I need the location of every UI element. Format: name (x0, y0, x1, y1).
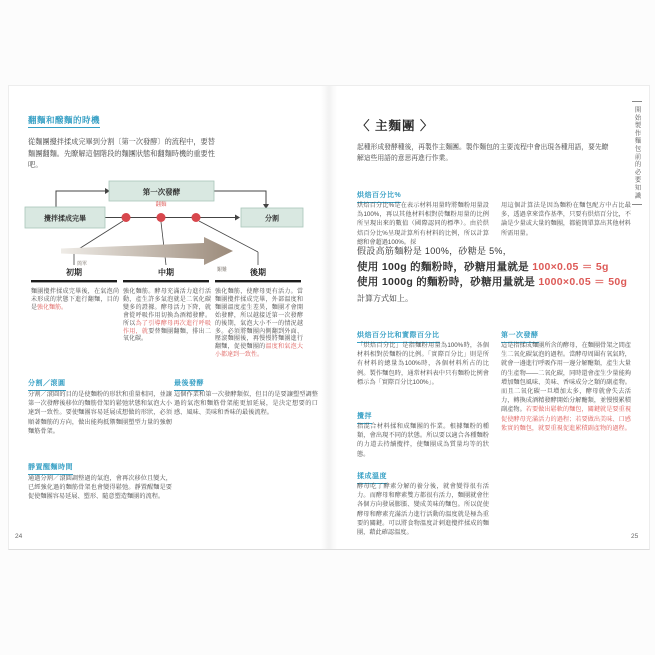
timeline-arrowhead-icon (235, 215, 240, 221)
heading-final-proof: 最後發酵 (174, 380, 204, 391)
book-spread (8, 85, 650, 550)
heading-dough-temperature: 揉成溫度 (357, 473, 387, 484)
page-gutter (321, 86, 337, 549)
chapter-side-tab: 開始製作麵包前的必要知識 (632, 101, 642, 205)
page-left (9, 86, 329, 549)
heading-bench-rest: 靜置醒麵時間 (28, 464, 73, 475)
baker-percent-col2: 用這個計算法是因為麵粉在麵包配方中占比最多，透過拿來當作基準，只要有烘焙百分比，不論是少量或大量的麵團，都能簡單算出其他材料所需用量。 (501, 202, 631, 237)
arrow-label-hard: 艱難 (217, 267, 228, 273)
stage-text-mid-highlight: 為了引導酵母再次進行呼吸作用，就 (123, 320, 211, 335)
stage-bar-mid (123, 280, 209, 282)
stage-text-early (31, 289, 119, 313)
example-formula-1000g: 1000×0.05 ＝ 50g (538, 276, 628, 288)
heading-baker-vs-actual: 烘焙百分比和實際百分比 (357, 332, 440, 343)
dot-fold-3 (192, 213, 201, 222)
box-first-fermentation-label: 第一次發酵 (142, 187, 181, 197)
box-divide-label: 分割 (265, 215, 279, 223)
stage-text-mid (123, 289, 211, 344)
page-number-left: 24 (15, 533, 23, 540)
stage-bar-late (215, 280, 301, 282)
stage-text-late-body: 強化麵筋，使酵母更有活力。當麵團攪拌揉成完畢，外部溫度和麵團溫度產生差異，麵團才會開始發酵，所以越接近第一次發酵的後期，氣泡大小不一的情況越多。必須將麵團內側翻到外面、壓滾麵團後，再慢慢將麵團進行翻麵，促使麵團的 (215, 289, 303, 351)
right-intro-paragraph: 起種形成發酵種後，再製作主麵團。製作麵包的主要流程中會出現各種用語，要先瞭解這些用語的意思再進行作業。 (357, 144, 609, 162)
paragraph-first-fermentation-highlight: 若要做出鬆軟的麵包，關鍵就是要重視促使酵母充滿活力的過程；若要做出美味、口感紮實的麵包，就要重視促進累積副產物的過程。 (501, 406, 632, 432)
stage-label-late: 後期 (250, 268, 266, 277)
arrow-label-easy: 簡單 (77, 261, 88, 267)
paragraph-dough-temperature: 酵母吃了酵素分解的養分後，就會變得很有活力。而酵母和酵素雙方都很有活力，麵團就會往各個方向發展膨脹、變成美味的麵包。所以促使酵母和酵素充滿活力進行活動的溫度就是極為重要的關鍵。可以將食物溫度計刺進攪拌揉成的麵團，藉此確認溫度。 (357, 483, 489, 537)
page-number-right: 25 (631, 533, 639, 540)
box-mixing-done-label: 攪拌揉成完畢 (44, 215, 86, 223)
heading-baker-percent: 烘焙百分比% (357, 192, 401, 203)
paragraph-final-proof: 這個作業和第一次發酵類似，但目的是要讓塑型調整過的氣泡和麵筋骨架能更加延展，是決定想要的口感、風味、美味和香味的最後流程。 (174, 391, 318, 417)
stage-text-late-highlight: 溫度和氣泡大小都達到一致性。 (215, 344, 303, 359)
example-line-100g (357, 259, 609, 274)
left-section-title: 翻麵和醱麵的時機 (28, 116, 100, 128)
paragraph-bench-rest: 通過分割／滾圓調整過的氣泡，會再次移位且變大，已經強化過的麵筋骨架也會變得鬆弛。靜置醒麵是要促使麵團容易延展、塑形、隨意塑造麵團的流程。 (28, 475, 172, 501)
stage-text-mid-body: 強化麵筋。酵母充滿活力進行活動，產生許多氣泡就是二氧化碳變多的證據。酵母活力下降，就會從呼吸作用切換為酒精發酵。所以 (123, 289, 211, 327)
heading-mixing: 攪拌 (357, 413, 372, 424)
fermentation-flow-diagram (19, 174, 319, 291)
heading-divide-round: 分割／滾圓 (28, 380, 66, 391)
stage-text-early-highlight: 強化麵筋。 (37, 304, 68, 311)
stage-text-mid-tail: 要替麵團翻麵，排出二氧化碳。 (123, 328, 211, 343)
heading-first-fermentation: 第一次發酵 (501, 332, 539, 343)
stage-text-late (215, 289, 303, 360)
example-closing-line: 計算方式如上。 (357, 294, 413, 303)
example-line-1000g-text: 使用 1000g 的麵粉時，砂糖用量就是 (357, 276, 539, 288)
dot-fold-2 (157, 213, 166, 222)
paragraph-mixing: 指混合材料揉和成麵團的作業。根據麵粉的種類，會出現不同的狀態。所以要以適合各種麵粉的力道去持續攪拌，使麵團成為質量均等的狀態。 (357, 423, 489, 458)
example-premise-line: 假設高筋麵粉是 100%，砂糖是 5%， (357, 246, 513, 256)
baker-percent-col1: 烘焙百分比%是在表示材料用量時將麵粉用量設為100%，再以其他材料相對於麵粉用量的比例所呈現出來的數值（國際認同的標準）。由於烘焙百分比%呈現計算所有材料的比例，所以計算總和會超過100%。採 (357, 202, 489, 246)
dot-label-fold: 翻麵 (155, 202, 167, 208)
example-line-100g-text: 使用 100g 的麵粉時，砂糖用量就是 (357, 261, 533, 273)
dot-fold-1 (122, 213, 131, 222)
paragraph-divide-round: 分割／滾圓的目的是使麵粉的形狀和重量相同，並讓第一次發酵後移位的麵筋骨架的鬆弛狀態和氣泡大小達到一致性。要使麵團容易延展成想做的形狀，必須順著麵筋的方向，做出能夠抵禦麵團塑型力量的強韌麵筋骨架。 (28, 391, 172, 435)
left-intro-paragraph: 從麵團攪拌揉成完畢到分割〔第一次發酵〕的流程中，要替麵團翻麵。先瞭解這個階段的麵團狀態和翻麵時機的重要性吧。 (28, 137, 215, 169)
paragraph-first-fermentation-body: 這是指揉成麵團所含的酵母，在麵團骨架之間產生二氧化碳氣泡的過程。當酵母周圍有氧氣時，就會一邊進行呼吸作用一邊分解醣類，產生大量的生產物——二氧化碳，同時還會產生少量能夠增加麵包風味、美味、香味成分之類的副產物。而且二氧化碳一旦增加太多，酵母就會失去活力，轉換成酒精發酵開始分解醣類，並慢慢累積副產物。 (501, 342, 631, 414)
stage-bar-early (31, 280, 117, 282)
main-dough-title: 〈 主麵團 〉 (357, 119, 434, 133)
stage-label-early: 初期 (66, 268, 82, 277)
arrow-top-to-right (214, 191, 266, 204)
example-line-1000g (357, 274, 627, 289)
paragraph-baker-vs-actual: 「烘焙百分比」是指麵粉用量為100%時，各個材料相對於麵粉的比例。「實際百分比」則是所有材料的總量為100%時，各個材料所占的比例。製作麵包時，通常材料表中只有麵粉比例會標示為「實際百分比100%」。 (357, 342, 489, 386)
stage-label-mid: 中期 (158, 268, 174, 277)
stage-text-early-body: 麵團攪拌揉成完畢後，在氣泡尚未形成的狀態下進行翻麵，目的是 (31, 289, 119, 311)
connector-mid (161, 222, 166, 265)
example-formula-100g: 100×0.05 ＝ 5g (532, 261, 609, 273)
paragraph-first-fermentation (501, 341, 631, 433)
page-right (329, 86, 649, 549)
arrow-left-to-top (56, 191, 105, 207)
